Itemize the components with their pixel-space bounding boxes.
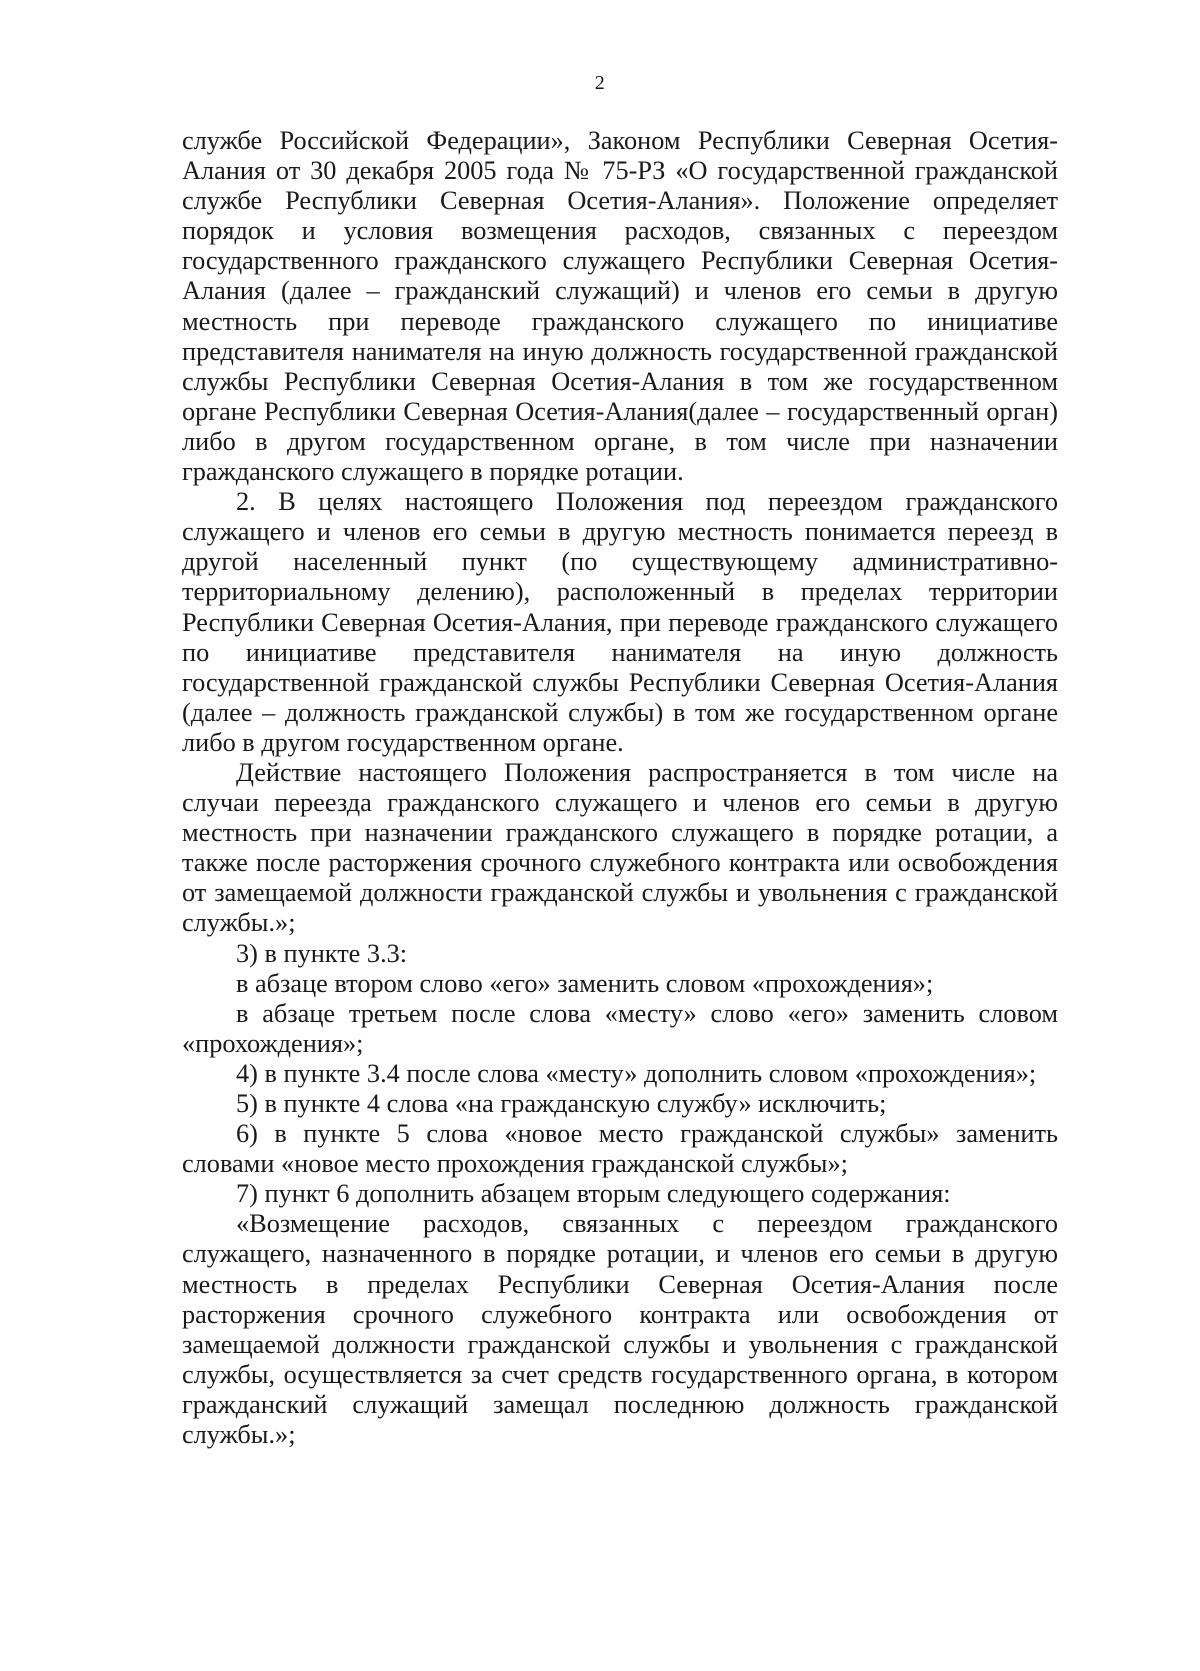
paragraph-scope: Действие настоящего Положения распространяется в том числе на случаи переезда гражданского служащего и членов его семьи в другую местность при назначении гражданского служащего в порядке ротации, а также после расторжения срочного служебного контракта или освобождения от замещаемой должности гражданской службы и увольнения с гражданской службы.»; bbox=[182, 757, 1058, 938]
paragraph-amendment-4: 4) в пункте 3.4 после слова «месту» дополнить словом «прохождения»; bbox=[236, 1058, 1037, 1088]
paragraph-quoted-addition: «Возмещение расходов, связанных с переездом гражданского служащего, назначенного в порядке ротации, и членов его семьи в другую местность в пределах Республики Северная Осетия-Алания после расторжения срочного служебного контракта или освобождения от замещаемой должности гражданской службы и увольнения с гражданской службы, осуществляется за счет средств государственного органа, в котором гражданский служащий замещал последнюю должность гражданской службы.»; bbox=[182, 1209, 1058, 1450]
paragraph-amendment-3-b: в абзаце третьем после слова «месту» слово «его» заменить словом «прохождения»; bbox=[182, 998, 1058, 1058]
paragraph-amendment-3: 3) в пункте 3.3: bbox=[236, 938, 408, 968]
paragraph-amendment-3-a: в абзаце втором слово «его» заменить словом «прохождения»; bbox=[236, 968, 934, 998]
page-number: 2 bbox=[594, 72, 606, 94]
paragraph-amendment-7: 7) пункт 6 дополнить абзацем вторым следующего содержания: bbox=[236, 1179, 951, 1209]
paragraph-item-2: 2. В целях настоящего Положения под переездом гражданского служащего и членов его семьи в другую местность понимается переезд в другой населенный пункт (по существующему административно-территориальному делению), расположенный в пределах территории Республики Северная Осетия-Алания, при переводе гражданского служащего по инициативе представителя нанимателя на иную должность государственной гражданской службы Республики Северная Осетия-Алания (далее – должность гражданской службы) в том же государственном органе либо в другом государственном органе. bbox=[182, 487, 1058, 757]
paragraph-amendment-5: 5) в пункте 4 слова «на гражданскую службу» исключить; bbox=[236, 1089, 887, 1118]
paragraph-amendment-6: 6) в пункте 5 слова «новое место гражданской службы» заменить словами «новое место прохождения гражданской службы»; bbox=[182, 1119, 1058, 1179]
paragraph-continuation: службе Российской Федерации», Законом Республики Северная Осетия-Алания от 30 декабря 2005 года № 75-РЗ «О государственной гражданской службе Республики Северная Осетия-Алания». Положение определяет порядок и условия возмещения расходов, связанных с переездом государственного гражданского служащего Республики Северная Осетия-Алания (далее – гражданский служащий) и членов его семьи в другую местность при переводе гражданского служащего по инициативе представителя нанимателя на иную должность государственной гражданской службы Республики Северная Осетия-Алания в том же государственном органе Республики Северная Осетия-Алания(далее – государственный орган) либо в другом государственном органе, в том числе при назначении гражданского служащего в порядке ротации. bbox=[182, 126, 1058, 487]
document-body bbox=[182, 126, 1058, 1450]
